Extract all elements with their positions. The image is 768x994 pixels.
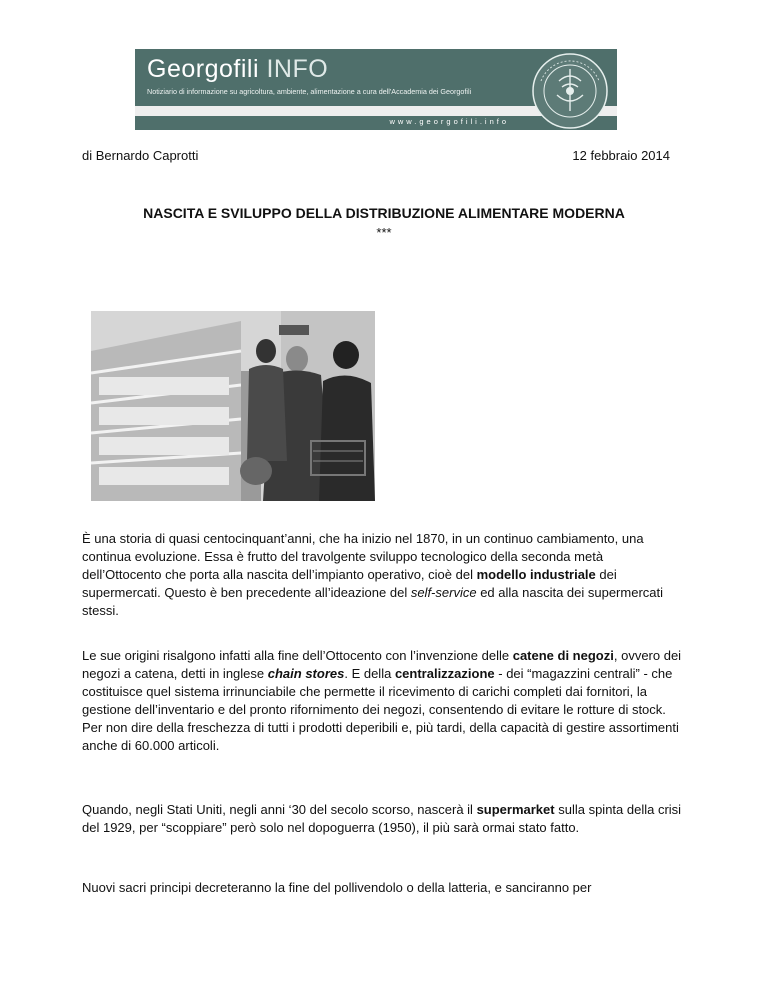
article-title: NASCITA E SVILUPPO DELLA DISTRIBUZIONE ALIMENTARE MODERNA xyxy=(143,205,625,221)
banner-title xyxy=(147,55,328,84)
banner-url: www.georgofili.info xyxy=(389,117,509,126)
header-banner xyxy=(135,49,617,130)
paragraph-1: È una storia di quasi centocinquant’anni, che ha inizio nel 1870, in un continuo cambiamento, una continua evoluzione. Essa è frutto del travolgente sviluppo tecnologico della seconda metà dell’Ottocento che porta alla nascita dell’impianto operativo, cioè del modello industriale dei supermercati. Questo è ben precedente all’ideazione del self-service ed alla nascita dei supermercati stessi. xyxy=(82,531,664,618)
paragraph-3: Quando, negli Stati Uniti, negli anni ‘30 del secolo scorso, nascerà il supermarket sulla spinta della crisi del 1929, per “scoppiare” però solo nel dopoguerra (1950), il più sarà ormai stato fatto. xyxy=(82,802,682,835)
supermarket-photo xyxy=(91,311,375,501)
banner-title-accent: INFO xyxy=(266,55,329,83)
paragraph-4: Nuovi sacri principi decreteranno la fine del pollivendolo o della latteria, e sanciranno per xyxy=(82,880,592,895)
publication-date: 12 febbraio 2014 xyxy=(572,148,670,163)
banner-title-main: Georgofili xyxy=(147,55,259,83)
academy-seal-logo xyxy=(529,51,611,130)
author-line: di Bernardo Caprotti xyxy=(82,148,199,163)
title-separator: *** xyxy=(376,225,392,240)
paragraph-2: Le sue origini risalgono infatti alla fine dell’Ottocento con l’invenzione delle catene di negozi, ovvero dei negozi a catena, detti in inglese chain stores. E della centralizzazione - dei “magazzini centrali” - che costituisce quel sistema irrinunciabile che permette il ricevimento di carichi completi dai fornitori, la gestione dell’inventario e del pronto rifornimento dei negozi, consentendo di evitare le rotture di stock. Per non dire della freschezza di tutti i prodotti deperibili e, più tardi, della capacità di gestire assortimenti anche di 60.000 articoli. xyxy=(82,648,682,753)
banner-subtitle: Notiziario di informazione su agricoltura, ambiente, alimentazione a cura dell'Accademia dei Georgofili xyxy=(147,87,472,96)
